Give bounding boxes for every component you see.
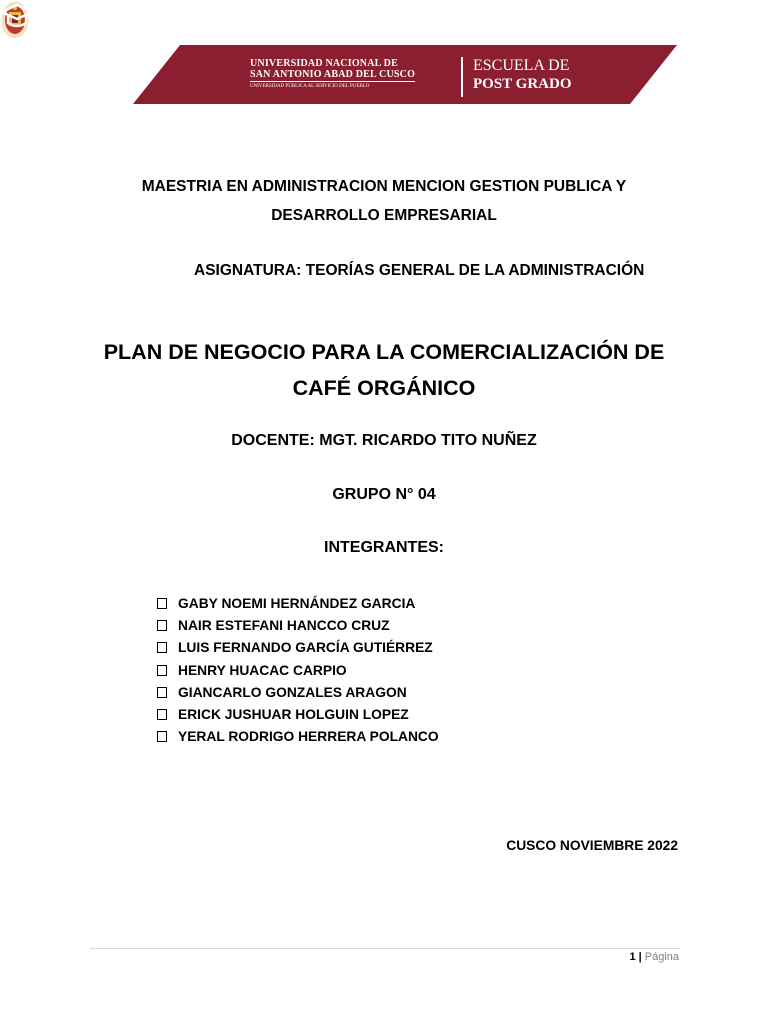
- checkbox-bullet-icon: [157, 620, 167, 631]
- member-name: LUIS FERNANDO GARCÍA GUTIÉRREZ: [178, 640, 433, 656]
- group-line: GRUPO N° 04: [332, 486, 436, 503]
- school-line1: ESCUELA DE: [473, 57, 570, 74]
- page-number: 1: [629, 951, 636, 963]
- members-heading: INTEGRANTES:: [324, 539, 444, 556]
- checkbox-bullet-icon: [157, 642, 167, 653]
- program-name: [0, 172, 768, 230]
- school-name: [473, 57, 572, 94]
- title-line1: PLAN DE NEGOCIO PARA LA COMERCIALIZACIÓN DE: [103, 340, 665, 364]
- university-line2: SAN ANTONIO ABAD DEL CUSCO: [250, 69, 416, 80]
- checkbox-bullet-icon: [157, 665, 167, 676]
- program-line2: DESARROLLO EMPRESARIAL: [271, 207, 497, 224]
- header-banner: [0, 0, 768, 120]
- checkbox-bullet-icon: [157, 709, 167, 720]
- member-item: [157, 703, 439, 725]
- program-line1: MAESTRIA EN ADMINISTRACION MENCION GESTION PUBLICA Y: [141, 178, 627, 195]
- university-line1: UNIVERSIDAD NACIONAL DE: [250, 58, 398, 69]
- title-line2: CAFÉ ORGÁNICO: [292, 376, 476, 400]
- member-item: [157, 726, 439, 748]
- document-title: [0, 334, 768, 406]
- member-item: [157, 614, 439, 636]
- checkbox-bullet-icon: [157, 598, 167, 609]
- member-name: HENRY HUACAC CARPIO: [178, 662, 347, 678]
- checkbox-bullet-icon: [157, 687, 167, 698]
- subject-line: ASIGNATURA: TEORÍAS GENERAL DE LA ADMINISTRACIÓN: [194, 262, 645, 279]
- member-name: NAIR ESTEFANI HANCCO CRUZ: [178, 617, 390, 633]
- member-item: [157, 681, 439, 703]
- place-date: CUSCO NOVIEMBRE 2022: [506, 838, 678, 853]
- teacher-line: DOCENTE: MGT. RICARDO TITO NUÑEZ: [231, 432, 537, 449]
- member-name: GIANCARLO GONZALES ARAGON: [178, 684, 407, 700]
- member-item: [157, 592, 439, 614]
- checkbox-bullet-icon: [157, 731, 167, 742]
- school-line2: POST GRADO: [473, 76, 572, 92]
- page-label: Página: [644, 951, 679, 963]
- member-name: YERAL RODRIGO HERRERA POLANCO: [178, 729, 439, 745]
- member-name: ERICK JUSHUAR HOLGUIN LOPEZ: [178, 707, 409, 723]
- member-item: [157, 637, 439, 659]
- member-name: GABY NOEMI HERNÁNDEZ GARCIA: [178, 595, 416, 611]
- members-list: [157, 592, 439, 748]
- footer-divider: [90, 948, 680, 949]
- header-divider: [461, 57, 463, 97]
- graduation-cap-icon: [0, 0, 34, 34]
- university-name: [250, 58, 415, 91]
- page-footer: [630, 951, 679, 963]
- footer-separator: |: [638, 951, 642, 963]
- university-tagline: UNIVERSIDAD PÚBLICA AL SERVICIO DEL PUEBLO: [250, 81, 415, 91]
- member-item: [157, 659, 439, 681]
